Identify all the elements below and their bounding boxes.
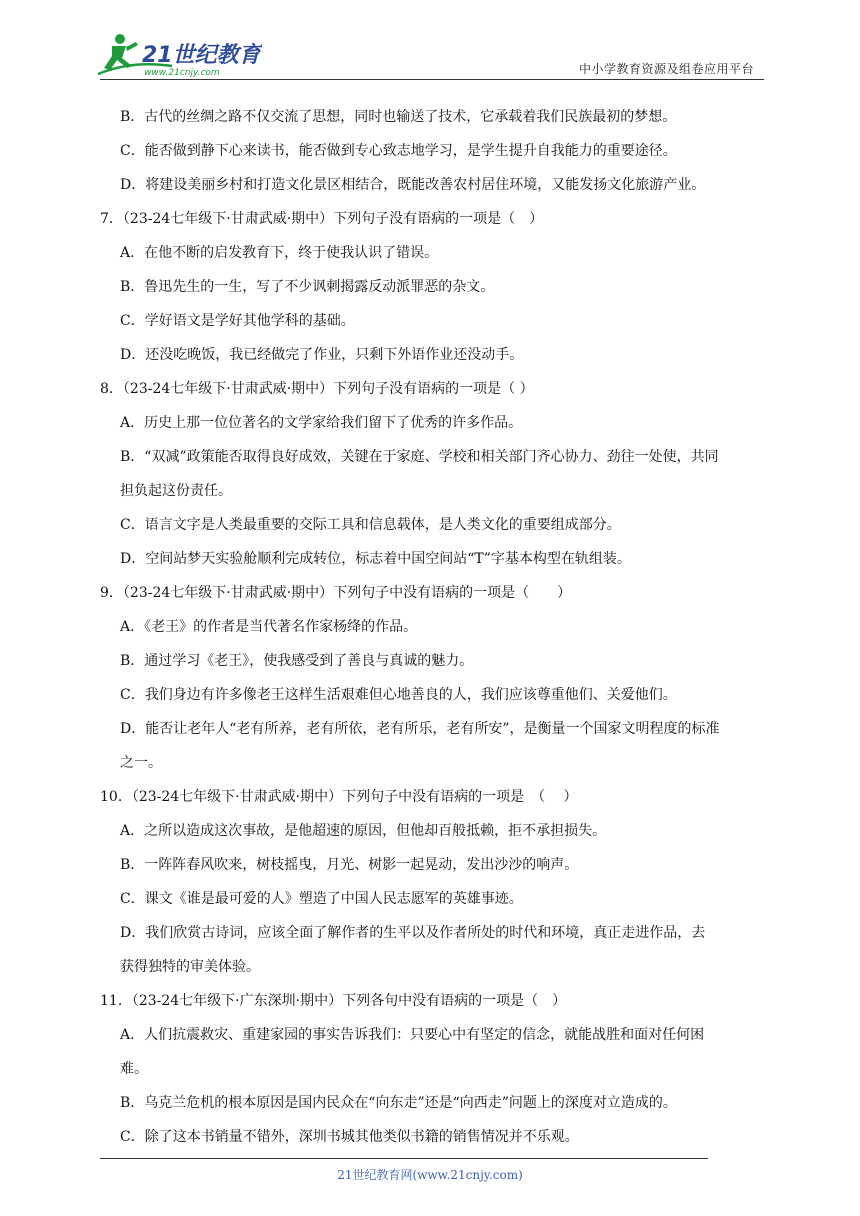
option-line: B．通过学习《老王》，使我感受到了善良与真诚的魅力。 — [120, 653, 474, 669]
question-stem: 7．（23-24七年级下·甘肃武威·期中）下列句子没有语病的一项是（ ） — [100, 211, 544, 227]
option-line: B．乌克兰危机的根本原因是国内民众在“向东走”还是“向西走”问题上的深度对立造成的。 — [120, 1095, 677, 1111]
option-line: C．课文《谁是最可爱的人》塑造了中国人民志愿军的英雄事迹。 — [120, 891, 523, 907]
platform-title: 中小学教育资源及组卷应用平台 — [578, 62, 754, 76]
option-continuation: 获得独特的审美体验。 — [120, 959, 260, 975]
option-line: A．《老王》的作者是当代著名作家杨绛的作品。 — [120, 619, 418, 635]
question-stem: 10．（23-24七年级下·甘肃武威·期中）下列句子中没有语病的一项是 （ ） — [100, 789, 578, 805]
question-stem: 11．（23-24七年级下·广东深圳·期中）下列各句中没有语病的一项是（ ） — [100, 993, 567, 1009]
header-divider — [100, 79, 764, 80]
page-header — [0, 0, 860, 82]
option-line: C．语言文字是人类最重要的交际工具和信息载体，是人类文化的重要组成部分。 — [120, 517, 621, 533]
logo-text: 21世纪教育 — [142, 43, 261, 68]
option-line: C．我们身边有许多像老王这样生活艰难但心地善良的人，我们应该尊重他们、关爱他们。 — [120, 687, 677, 703]
option-line: A．之所以造成这次事故，是他超速的原因，但他却百般抵赖，拒不承担损失。 — [120, 823, 607, 839]
logo-subtext: www.21cnjy.com — [144, 68, 220, 78]
runner-logo-icon — [92, 30, 262, 80]
option-line: A．在他不断的启发教育下，终于使我认识了错误。 — [120, 245, 439, 261]
option-line: C．能否做到静下心来读书，能否做到专心致志地学习，是学生提升自我能力的重要途径。 — [120, 143, 677, 159]
footer-text: 21世纪教育网(www.21cnjy.com) — [337, 1168, 523, 1182]
option-line: B．“双减”政策能否取得良好成效，关键在于家庭、学校和相关部门齐心协力、劲往一处使，共同 — [120, 449, 719, 465]
option-continuation: 之一。 — [120, 755, 162, 771]
footer-divider — [100, 1158, 708, 1159]
question-stem: 9．（23-24七年级下·甘肃武威·期中）下列句子中没有语病的一项是（ ） — [100, 585, 572, 601]
option-line: C．学好语文是学好其他学科的基础。 — [120, 313, 355, 329]
site-logo[interactable] — [92, 30, 262, 80]
question-content — [100, 100, 764, 1154]
option-line: C．除了这本书销量不错外，深圳书城其他类似书籍的销售情况并不乐观。 — [120, 1129, 579, 1145]
option-line: D．空间站梦天实验舱顺利完成转位，标志着中国空间站“T”字基本构型在轨组装。 — [120, 551, 631, 567]
option-line: D．能否让老年人“老有所养，老有所依，老有所乐，老有所安”，是衡量一个国家文明程度的标准 — [120, 721, 720, 737]
option-line: B．一阵阵春风吹来，树枝摇曳，月光、树影一起晃动，发出沙沙的响声。 — [120, 857, 579, 873]
option-continuation: 担负起这份责任。 — [120, 483, 232, 499]
option-line: D．将建设美丽乡村和打造文化景区相结合，既能改善农村居住环境，又能发扬文化旅游产业。 — [120, 177, 706, 193]
option-continuation: 难。 — [120, 1061, 148, 1077]
question-stem: 8．（23-24七年级下·甘肃武威·期中）下列句子没有语病的一项是（ ） — [100, 381, 534, 397]
option-line: D．还没吃晚饭，我已经做完了作业，只剩下外语作业还没动手。 — [120, 347, 524, 363]
option-line: B．鲁迅先生的一生，写了不少讽刺揭露反动派罪恶的杂文。 — [120, 279, 495, 295]
option-line: B．古代的丝绸之路不仅交流了思想，同时也输送了技术，它承载着我们民族最初的梦想。 — [120, 109, 677, 125]
option-line: A．历史上那一位位著名的文学家给我们留下了优秀的许多作品。 — [120, 415, 523, 431]
option-line: A．人们抗震救灾、重建家园的事实告诉我们：只要心中有坚定的信念，就能战胜和面对任何困 — [120, 1027, 705, 1043]
option-line: D．我们欣赏古诗词，应该全面了解作者的生平以及作者所处的时代和环境，真正走进作品，去 — [120, 925, 706, 941]
